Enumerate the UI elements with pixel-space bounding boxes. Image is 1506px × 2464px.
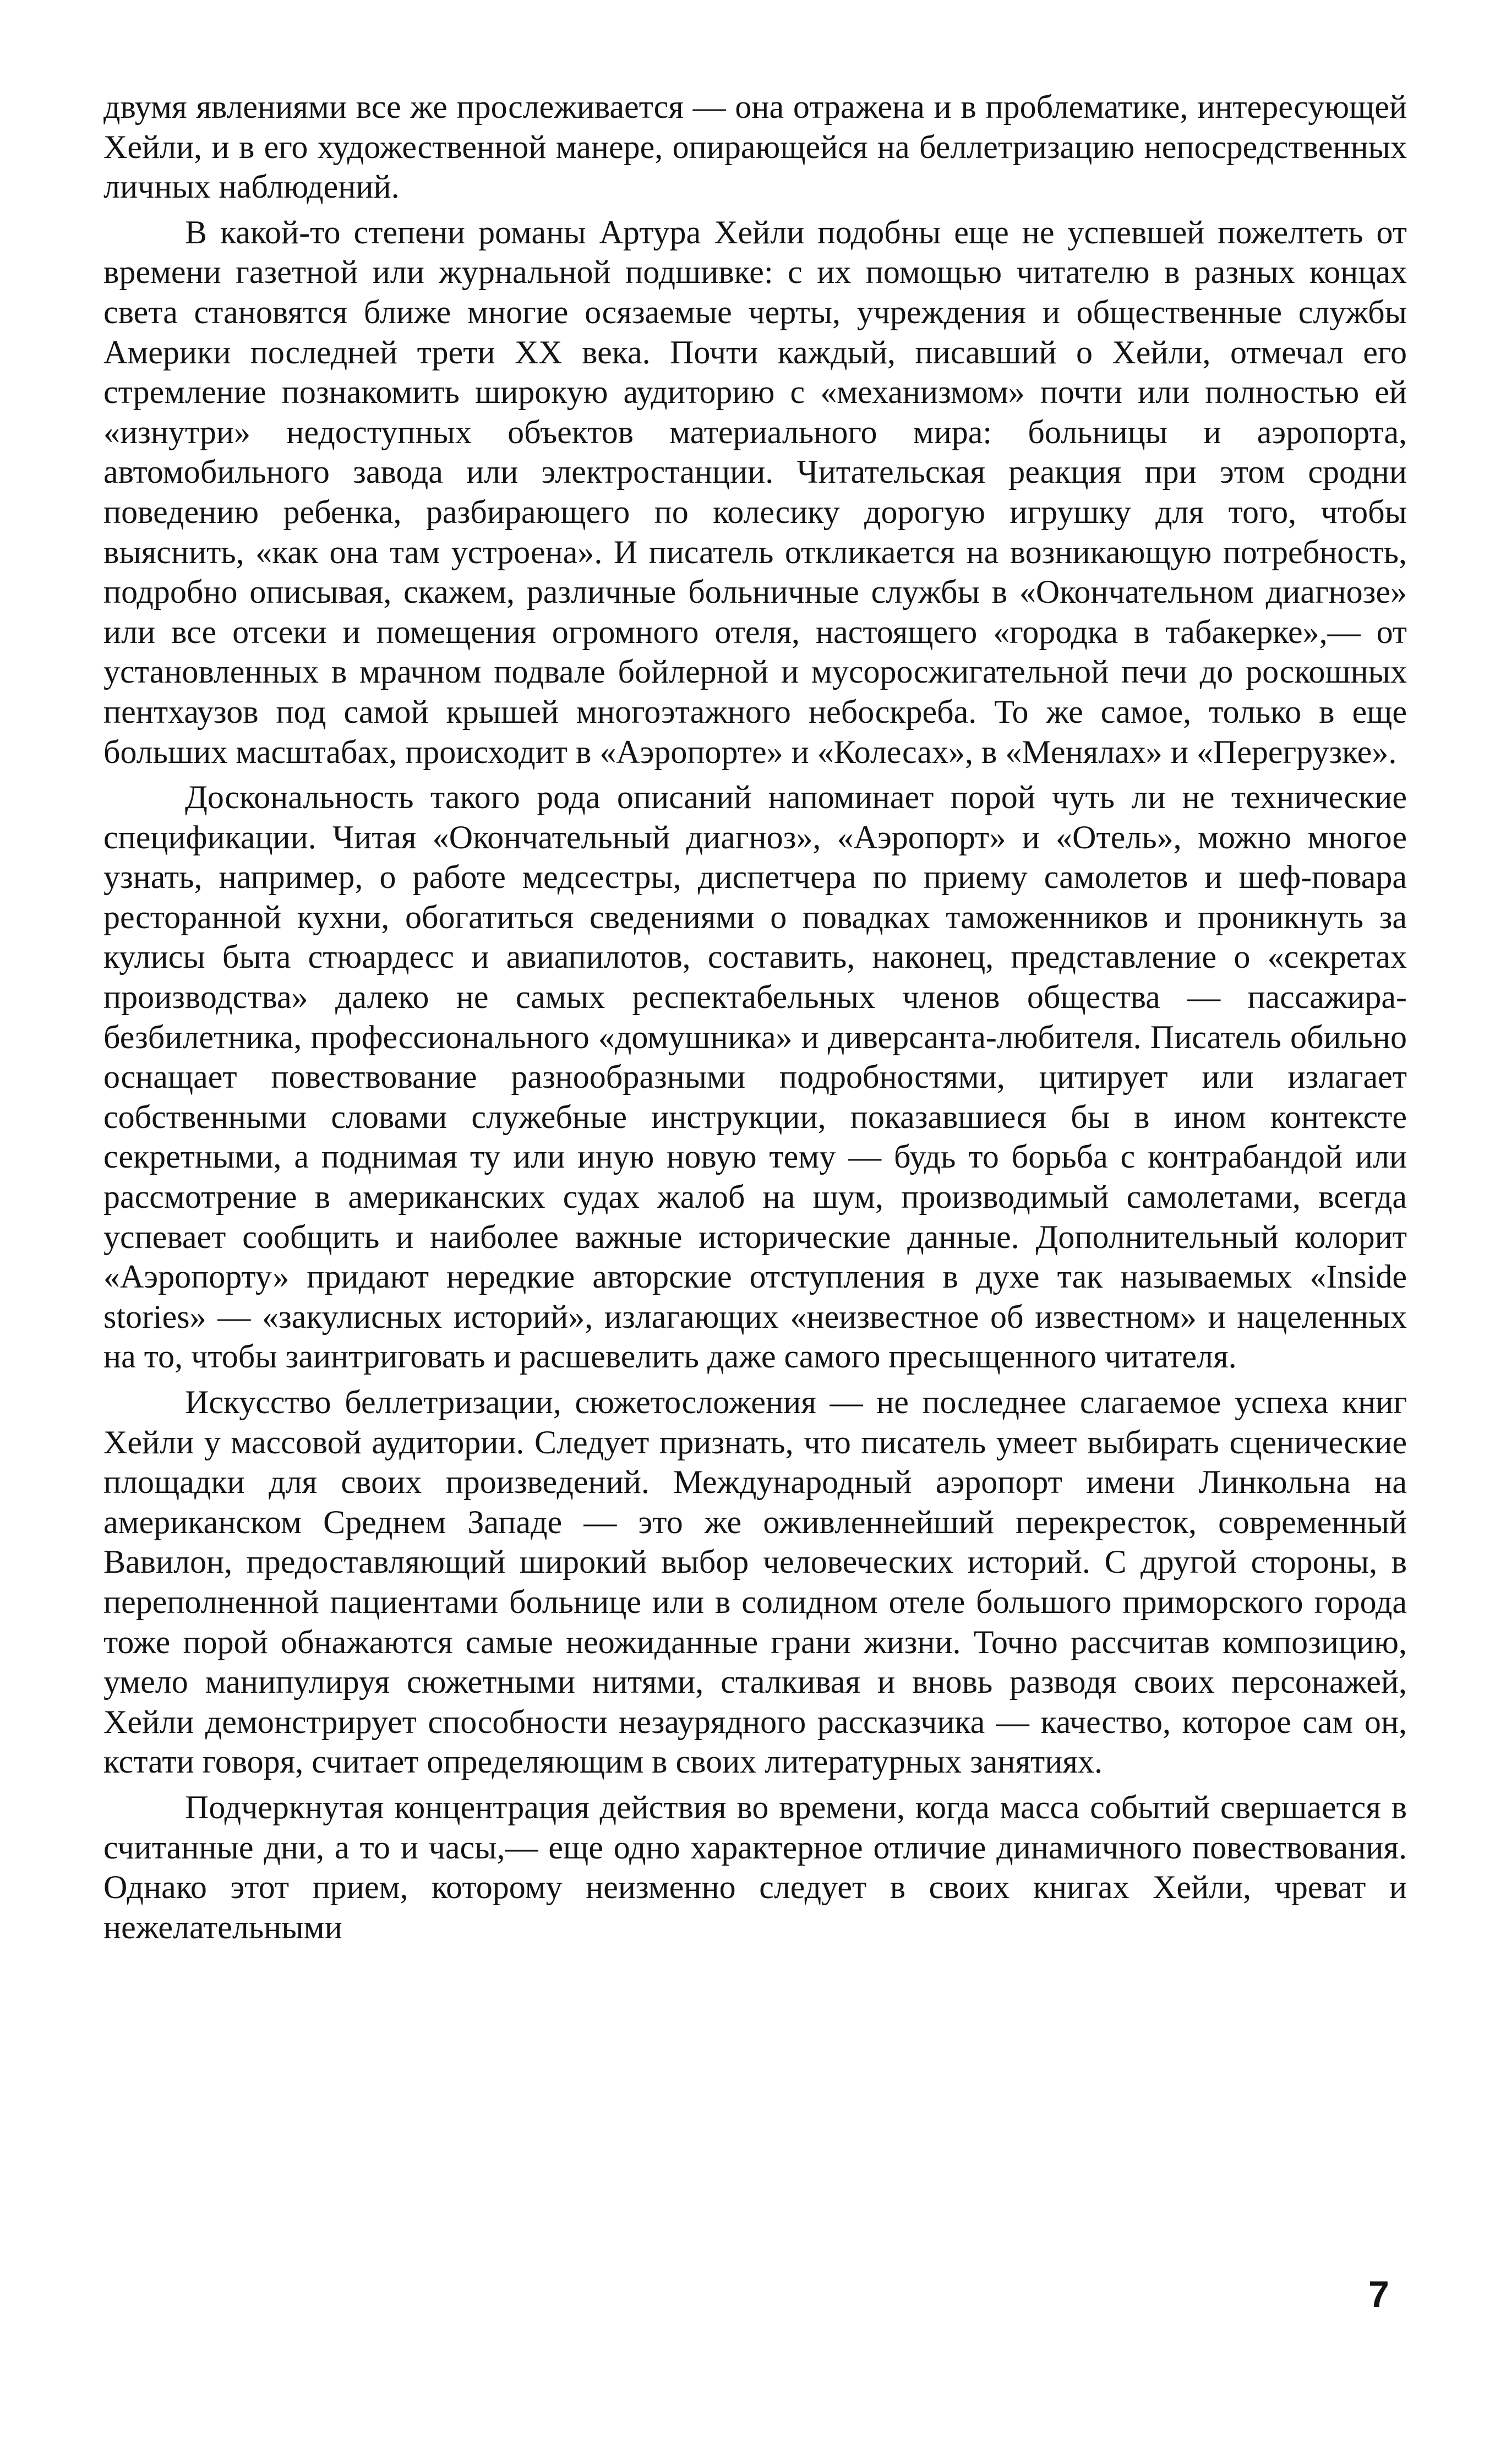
body-text <box>103 87 1407 1953</box>
paragraph-continuation: двумя явлениями все же прослеживается — она отражена и в проблематике, интересующей Хейли, и в его художественной манере, опирающейся на беллетризацию непосредственных личных наблюдений. <box>103 89 1407 205</box>
page-number: 7 <box>1368 2274 1389 2315</box>
paragraph: Искусство беллетризации, сюжетосложения — не последнее слагаемое успеха книг Хейли у массовой аудитории. Следует признать, что писатель умеет выбирать сценические площадки для своих произведений. Международный аэропорт имени Линкольна на американском Среднем Западе — это же оживленнейший перекресток, современный Вавилон, предоставляющий широкий выбор человеческих историй. С другой стороны, в переполненной пациентами больнице или в солидном отеле большого приморского города тоже порой обнажаются самые неожиданные грани жизни. Точно рассчитав композицию, умело манипулируя сюжетными нитями, сталкивая и вновь разводя своих персонажей, Хейли демонстрирует способности незаурядного рассказчика — качество, которое сам он, кстати говоря, считает определяющим в своих литературных занятиях. <box>103 1384 1407 1780</box>
paragraph: Подчеркнутая концентрация действия во времени, когда масса событий свершается в считанные дни, а то и часы,— еще одно характерное отличие динамичного повествования. Однако этот прием, которому неизменно следует в своих книгах Хейли, чреват и нежелательными <box>103 1789 1407 1945</box>
paragraph: В какой-то степени романы Артура Хейли подобны еще не успевшей пожелтеть от времени газетной или журнальной подшивке: с их помощью читателю в разных концах света становятся ближе многие осязаемые черты, учреждения и общественные службы Америки последней трети XX века. Почти каждый, писавший о Хейли, отмечал его стремление познакомить широкую аудиторию с «механизмом» почти или полностью ей «изнутри» недоступных объектов материального мира: больницы и аэропорта, автомобильного завода или электростанции. Читательская реакция при этом сродни поведению ребенка, разбирающего по колесику дорогую игрушку для того, чтобы выяснить, «как она там устроена». И писатель откликается на возникающую потребность, подробно описывая, скажем, различные больничные службы в «Окончательном диагнозе» или все отсеки и помещения огромного отеля, настоящего «городка в табакерке»,— от установленных в мрачном подвале бойлерной и мусоросжигательной печи до роскошных пентхаузов под самой крышей многоэтажного небоскреба. То же самое, только в еще больших масштабах, происходит в «Аэропорте» и «Колесах», в «Менялах» и «Перегрузке». <box>103 214 1407 770</box>
paragraph: Доскональность такого рода описаний напоминает порой чуть ли не технические спецификации. Читая «Окончательный диагноз», «Аэропорт» и «Отель», можно многое узнать, например, о работе медсестры, диспетчера по приему самолетов и шеф-повара ресторанной кухни, обогатиться сведениями о повадках таможенников и проникнуть за кулисы быта стюардесс и авиапилотов, составить, наконец, представление о «секретах производства» далеко не самых респектабельных членов общества — пассажира-безбилетника, профессионального «домушника» и диверсанта-любителя. Писатель обильно оснащает повествование разнообразными подробностями, цитирует или излагает собственными словами служебные инструкции, показавшиеся бы в ином контексте секретными, а поднимая ту или иную новую тему — будь то борьба с контрабандой или рассмотрение в американских судах жалоб на шум, производимый самолетами, всегда успевает сообщить и наиболее важные исторические данные. Дополнительный колорит «Аэропорту» придают нередкие авторские отступления в духе так называемых «Inside stories» — «закулисных историй», излагающих «неизвестное об известном» и нацеленных на то, чтобы заинтриговать и расшевелить даже самого пресыщенного читателя. <box>103 779 1407 1375</box>
